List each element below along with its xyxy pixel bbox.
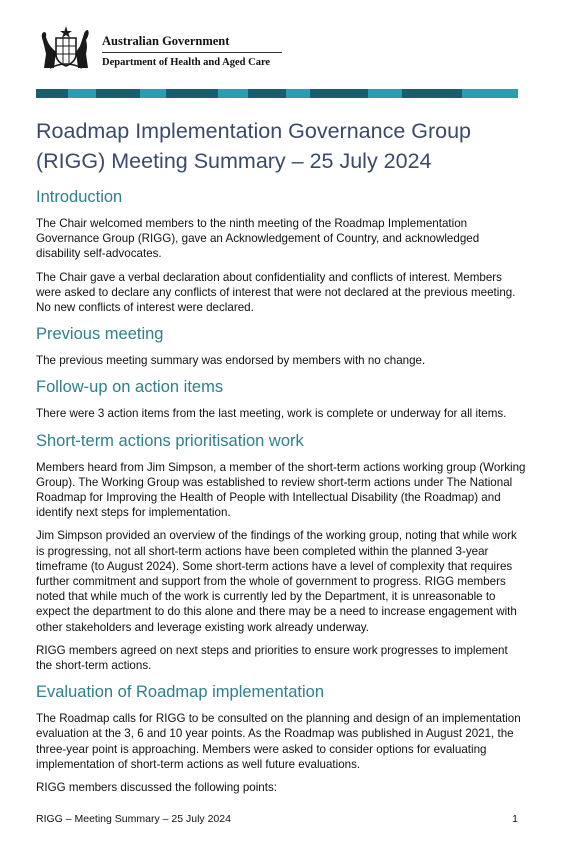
stripe-segment	[248, 89, 286, 98]
stripe-segment	[402, 89, 462, 98]
paragraph: The previous meeting summary was endorsed by members with no change.	[36, 354, 426, 368]
branding-divider	[102, 52, 282, 53]
stripe-segment	[166, 89, 218, 98]
stripe-segment	[96, 89, 140, 98]
section-introduction	[36, 186, 526, 315]
stripe-segment	[140, 89, 166, 98]
paragraph: RIGG members agreed on next steps and priorities to ensure work progresses to implement the short-term actions.	[36, 643, 508, 673]
stripe-segment	[218, 89, 248, 98]
stripe-segment	[310, 89, 368, 98]
paragraph: Jim Simpson provided an overview of the findings of the working group, noting that while work is progressing, not all short-term actions have been completed within the planned 3-year timeframe (to August 2024). Some short-term actions have a level of complexity that requires further commitment and support from the whole of government to progress. RIGG members noted that while much of the work is currently led by the Department, it is unreasonable to expect the department to do this alone and there may be a need to increase engagement with other stakeholders and leverage existing work already underway.	[36, 529, 517, 634]
paragraph: RIGG members discussed the following points:	[36, 781, 277, 795]
coat-of-arms-logo	[36, 24, 96, 70]
stripe-segment	[36, 89, 68, 98]
paragraph: The Chair welcomed members to the ninth meeting of the Roadmap Implementation Governance Group (RIGG), gave an Acknowledgement of Country, and acknowledged disability self-advocates.	[36, 217, 480, 261]
section-short-term-actions	[36, 430, 526, 674]
paragraph: The Roadmap calls for RIGG to be consulted on the planning and design of an implementation evaluation at the 3, 6 and 10 year points. As the Roadmap was published in August 2021, the three-year point is approaching. Members were asked to consider options for evaluating implementation of short-term actions as well future evaluations.	[36, 712, 521, 771]
department-name: Department of Health and Aged Care	[102, 57, 271, 68]
stripe-segment	[286, 89, 310, 98]
section-follow-up	[36, 376, 526, 421]
page-number: 1	[512, 813, 518, 825]
government-name: Australian Government	[102, 34, 230, 48]
government-branding	[102, 22, 292, 69]
title-line-1: Roadmap Implementation Governance Group	[36, 119, 472, 143]
title-line-2: (RIGG) Meeting Summary – 25 July 2024	[36, 149, 432, 173]
page-title	[36, 116, 526, 176]
paragraph: Members heard from Jim Simpson, a member of the short-term actions working group (Working Group). The Working Group was established to review short-term actions under The National Roadmap for Improving the Health of People with Intellectual Disability (the Roadmap) and identify next steps for implementation.	[36, 460, 526, 520]
footer-title: RIGG – Meeting Summary – 25 July 2024	[36, 813, 231, 825]
stripe-segment	[462, 89, 518, 98]
decorative-stripe	[36, 89, 518, 98]
stripe-segment	[68, 89, 96, 98]
paragraph: There were 3 action items from the last meeting, work is complete or underway for all items.	[36, 407, 507, 421]
stripe-segment	[368, 89, 402, 98]
document-body	[36, 186, 526, 803]
section-heading: Previous meeting	[36, 325, 164, 344]
section-evaluation	[36, 681, 526, 795]
section-heading: Introduction	[36, 188, 123, 206]
section-previous-meeting	[36, 323, 526, 368]
section-heading: Evaluation of Roadmap implementation	[36, 683, 325, 702]
header	[36, 22, 286, 72]
section-heading: Follow-up on action items	[36, 378, 224, 397]
paragraph: The Chair gave a verbal declaration about confidentiality and conflicts of interest. Members were asked to declare any conflicts of interest that were not declared at the previous meeting. No new conflicts of interest were declared.	[36, 270, 516, 315]
section-heading: Short-term actions prioritisation work	[36, 431, 304, 450]
